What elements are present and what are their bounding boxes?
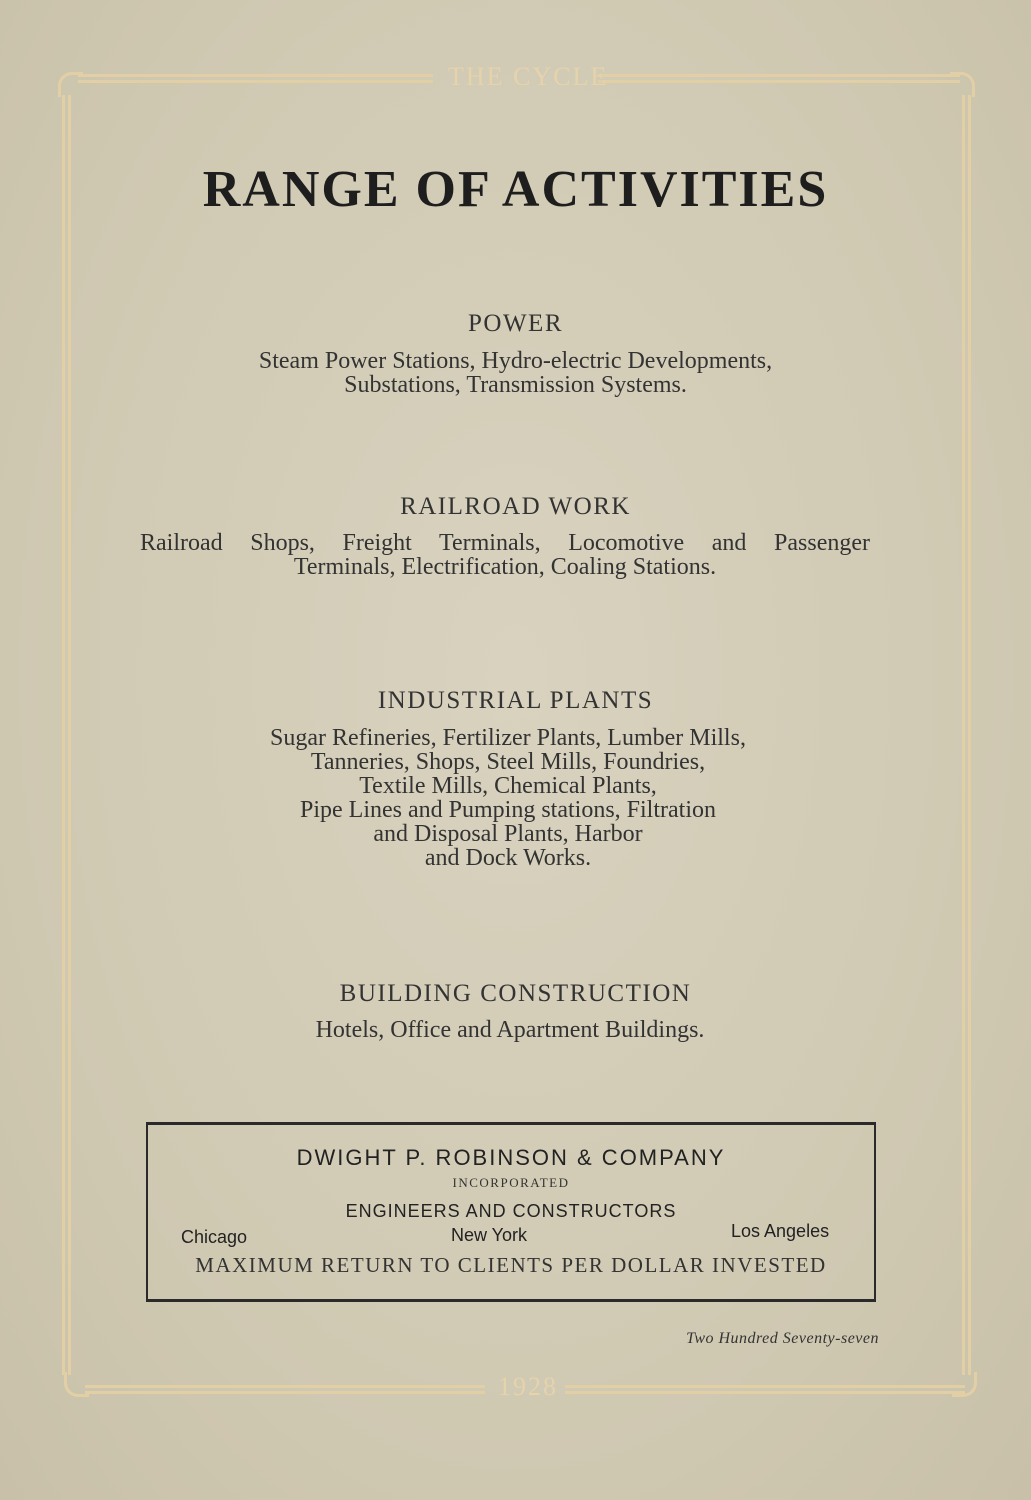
company-name: DWIGHT P. ROBINSON & COMPANY (296, 1145, 726, 1170)
section-heading-power: POWER (468, 310, 563, 337)
company-advertisement (146, 1122, 876, 1302)
city-new-york: New York (451, 1225, 528, 1245)
city-chicago: Chicago (181, 1227, 248, 1247)
city-los-angeles: Los Angeles (731, 1221, 830, 1241)
section-heading-building-construction: BUILDING CONSTRUCTION (339, 980, 692, 1007)
section-line: Sugar Refineries, Fertilizer Plants, Lumber Mills, (270, 725, 746, 751)
section-line: Textile Mills, Chemical Plants, (359, 773, 657, 799)
section-line: Hotels, Office and Apartment Buildings. (315, 1017, 705, 1043)
section-heading-industrial-plants: INDUSTRIAL PLANTS (377, 687, 654, 714)
section-body-power (0, 349, 1031, 397)
page-title: RANGE OF ACTIVITIES (202, 161, 829, 218)
section-line: Substations, Transmission Systems. (344, 372, 687, 398)
section-line: and Dock Works. (424, 845, 592, 871)
running-footer-year: 1928 (498, 1372, 558, 1401)
company-incorporated: INCORPORATED (452, 1175, 570, 1190)
section-line: Steam Power Stations, Hydro-electric Developments, (258, 348, 773, 374)
section-line: Terminals, Electrification, Coaling Stations. (293, 554, 717, 580)
section-body-building-construction (0, 1018, 1020, 1042)
section-line: Tanneries, Shops, Steel Mills, Foundries, (310, 749, 706, 775)
section-body-railroad-work (140, 531, 870, 579)
running-header: THE CYCLE (448, 62, 609, 91)
company-profession: ENGINEERS AND CONSTRUCTORS (345, 1201, 677, 1221)
section-line: Pipe Lines and Pumping stations, Filtration (300, 797, 716, 823)
section-line: and Disposal Plants, Harbor (373, 821, 643, 847)
company-tagline: MAXIMUM RETURN TO CLIENTS PER DOLLAR INVESTED (195, 1253, 827, 1277)
section-line: Railroad Shops, Freight Terminals, Locomotive and Passenger (140, 530, 870, 556)
page-number: Two Hundred Seventy-seven (686, 1330, 879, 1347)
section-heading-railroad-work: RAILROAD WORK (400, 493, 631, 520)
section-body-industrial-plants (0, 726, 1016, 870)
